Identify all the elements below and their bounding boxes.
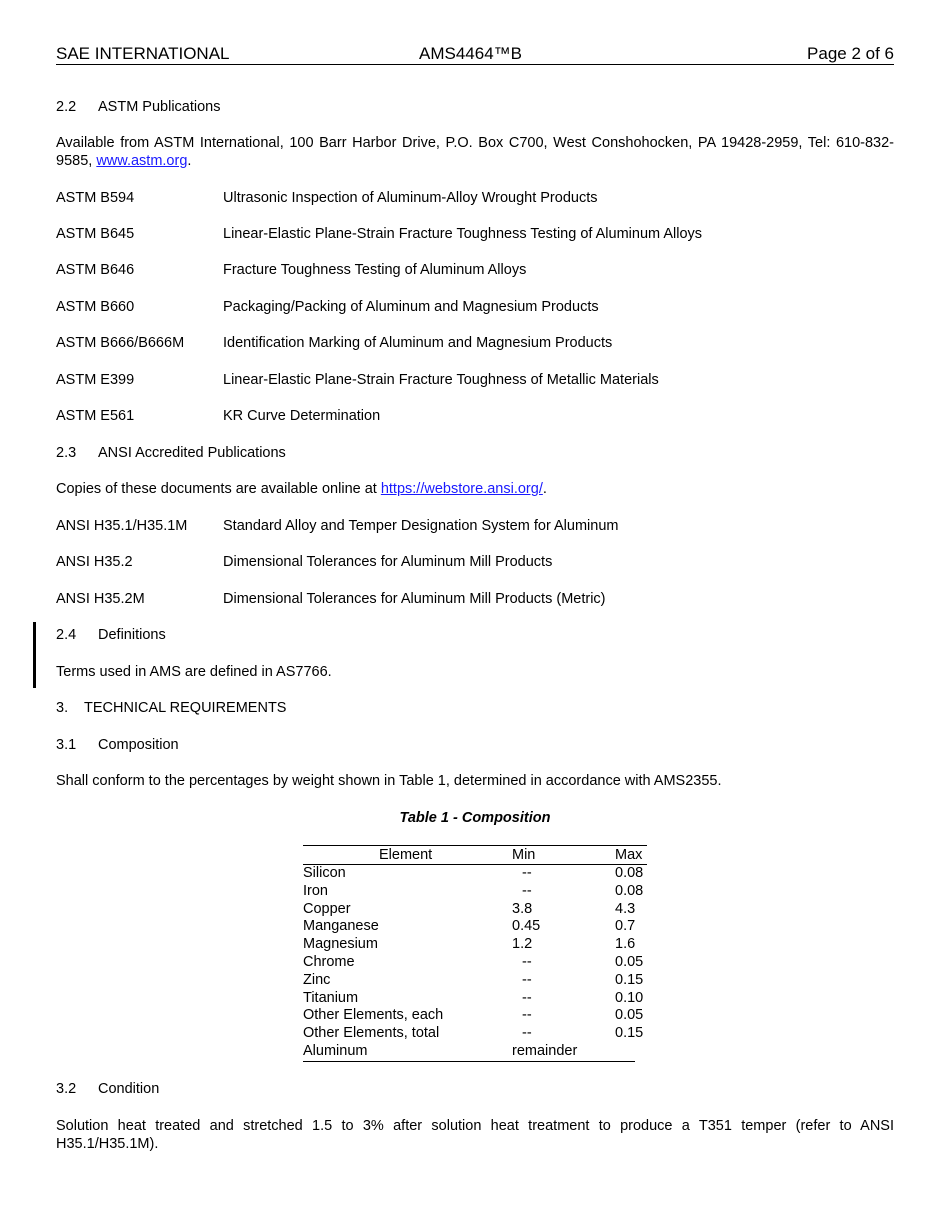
header-org: SAE INTERNATIONAL: [56, 44, 230, 63]
reference-code: ASTM E399: [56, 372, 135, 388]
table-header-row: [303, 846, 647, 865]
table-row: [303, 918, 647, 936]
composition-table: [303, 845, 647, 1062]
section-heading-3: [56, 699, 286, 717]
cell-max: 0.10: [615, 989, 644, 1006]
section-heading-2-3: [56, 444, 286, 462]
cell-max: 0.7: [615, 918, 636, 935]
reference-code: ASTM E561: [56, 408, 135, 424]
reference-title: Identification Marking of Aluminum and Magnesium Products: [223, 335, 613, 351]
cell-max: 0.05: [615, 1007, 644, 1024]
cell-element: Zinc: [303, 971, 331, 988]
section-number: 2.2: [56, 99, 77, 115]
cell-element: Copper: [303, 900, 351, 917]
section-title: Condition: [98, 1081, 160, 1097]
table-row: [303, 865, 647, 883]
document-page: [56, 0, 894, 1230]
cell-element: Iron: [303, 882, 328, 899]
section-number: 3.2: [56, 1081, 77, 1097]
ansi-availability-paragraph: Copies of these documents are available online at https://webstore.ansi.org/.: [56, 481, 547, 497]
reference-title: Linear-Elastic Plane-Strain Fracture Toughness of Metallic Materials: [223, 372, 659, 388]
section-heading-3-1: [56, 736, 179, 754]
reference-title: Fracture Toughness Testing of Aluminum Alloys: [223, 262, 527, 278]
section-number: 2.4: [56, 627, 77, 643]
cell-element: Chrome: [303, 953, 355, 970]
cell-element: Manganese: [303, 918, 379, 935]
ansi-webstore-link[interactable]: https://webstore.ansi.org/: [380, 481, 543, 497]
cell-min: 3.8: [512, 900, 533, 917]
header-page-number: Page 2 of 6: [807, 44, 894, 63]
cell-min: --: [522, 953, 532, 970]
table-row: [303, 901, 647, 919]
astm-availability-paragraph: Available from ASTM International, 100 Barr Harbor Drive, P.O. Box C700, West Conshohocken, PA 19428-2959, Tel: 610-832-9585, www.astm.org.: [56, 135, 894, 169]
table-row: [303, 1025, 647, 1043]
section-heading-2-2: [56, 98, 221, 116]
cell-element: Silicon: [303, 865, 346, 881]
cell-element: Other Elements, each: [303, 1007, 444, 1024]
table-row: [303, 1043, 647, 1061]
cell-min: remainder: [512, 1042, 578, 1059]
reference-code: ANSI H35.1/H35.1M: [56, 518, 188, 534]
section-title: Definitions: [98, 627, 166, 643]
cell-min: --: [522, 989, 532, 1006]
composition-text: Shall conform to the percentages by weight shown in Table 1, determined in accordance with AMS2355.: [56, 773, 722, 789]
cell-element: Aluminum: [303, 1042, 368, 1059]
reference-title: Ultrasonic Inspection of Aluminum-Alloy Wrought Products: [223, 190, 598, 206]
cell-max: 4.3: [615, 900, 636, 917]
cell-element: Titanium: [303, 989, 359, 1006]
cell-max: 0.08: [615, 865, 644, 881]
section-title: Composition: [98, 737, 179, 753]
table-row: [303, 883, 647, 901]
reference-code: ASTM B594: [56, 190, 135, 206]
table-bottom-rule: [303, 1061, 635, 1062]
cell-min: --: [522, 1007, 532, 1024]
cell-max: 0.15: [615, 971, 644, 988]
cell-max: 0.08: [615, 882, 644, 899]
table-row: [303, 972, 647, 990]
reference-title: KR Curve Determination: [223, 408, 381, 424]
cell-min: --: [522, 971, 532, 988]
definitions-text: Terms used in AMS are defined in AS7766.: [56, 664, 332, 680]
column-header: Max: [615, 847, 643, 863]
reference-title: Dimensional Tolerances for Aluminum Mill Products: [223, 554, 553, 570]
cell-min: 0.45: [512, 918, 541, 935]
section-title: ANSI Accredited Publications: [98, 445, 286, 461]
cell-element: Magnesium: [303, 936, 378, 953]
section-number: 3.: [56, 700, 69, 716]
cell-max: 0.05: [615, 953, 644, 970]
header-doc-number: AMS4464™B: [419, 44, 522, 63]
section-heading-2-4: [56, 626, 166, 644]
reference-title: Packaging/Packing of Aluminum and Magnesium Products: [223, 299, 599, 315]
table-caption: Table 1 - Composition: [399, 810, 551, 826]
cell-min: --: [522, 882, 532, 899]
cell-element: Other Elements, total: [303, 1025, 440, 1042]
cell-max: 0.15: [615, 1025, 644, 1042]
section-title: ASTM Publications: [98, 99, 221, 115]
section-title: TECHNICAL REQUIREMENTS: [84, 700, 287, 716]
page-header: [56, 43, 894, 65]
section-heading-3-2: [56, 1080, 159, 1098]
cell-min: --: [522, 1025, 532, 1042]
reference-code: ASTM B666/B666M: [56, 335, 185, 351]
column-header: Min: [512, 847, 536, 863]
reference-title: Dimensional Tolerances for Aluminum Mill Products (Metric): [223, 591, 606, 607]
cell-min: --: [522, 865, 532, 881]
astm-link[interactable]: www.astm.org: [96, 153, 188, 169]
cell-min: 1.2: [512, 936, 533, 953]
section-number: 3.1: [56, 737, 77, 753]
condition-text: Solution heat treated and stretched 1.5 to 3% after solution heat treatment to produce a T351 temper (refer to ANSI H35.1/H35.1M).: [56, 1118, 894, 1152]
reference-code: ANSI H35.2M: [56, 591, 145, 607]
column-header: Element: [379, 847, 433, 863]
reference-code: ANSI H35.2: [56, 554, 133, 570]
reference-code: ASTM B645: [56, 226, 135, 242]
table-row: [303, 936, 647, 954]
revision-change-bar: [33, 622, 36, 688]
section-number: 2.3: [56, 445, 77, 461]
reference-code: ASTM B660: [56, 299, 135, 315]
table-row: [303, 1007, 647, 1025]
table-row: [303, 954, 647, 972]
reference-code: ASTM B646: [56, 262, 135, 278]
table-row: [303, 990, 647, 1008]
cell-max: 1.6: [615, 936, 636, 953]
reference-title: Standard Alloy and Temper Designation System for Aluminum: [223, 518, 619, 534]
reference-title: Linear-Elastic Plane-Strain Fracture Toughness Testing of Aluminum Alloys: [223, 226, 703, 242]
